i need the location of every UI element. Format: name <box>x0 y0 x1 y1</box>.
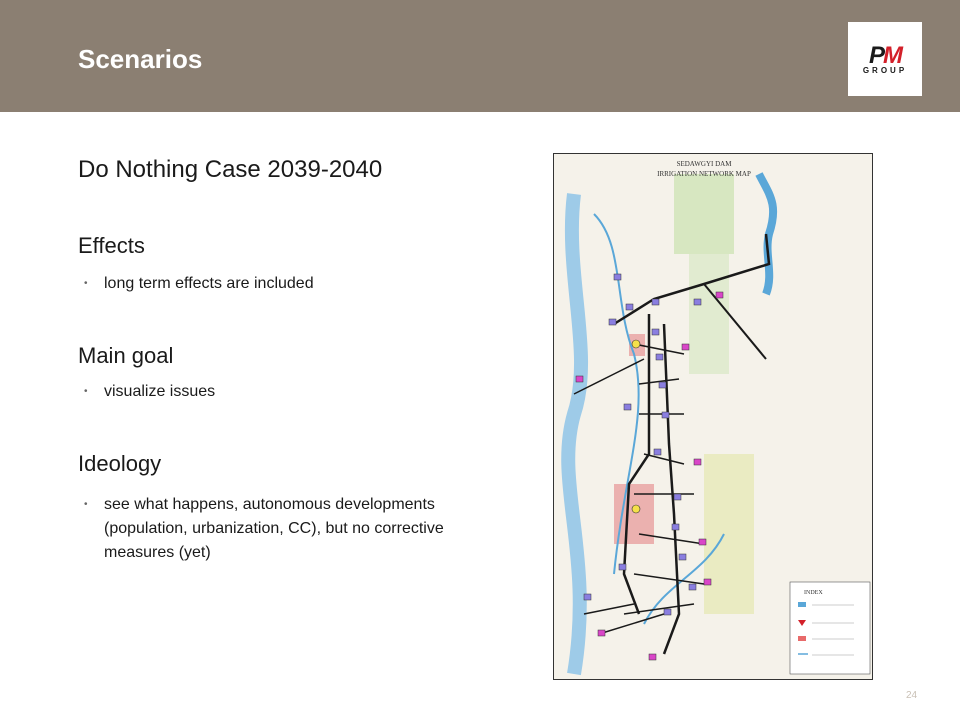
bullet-ideology: • see what happens, autonomous developments (population, urbanization, CC), but no corrective measures (yet) <box>78 493 498 565</box>
section-heading-effects: Effects <box>78 233 145 258</box>
section-heading-main-goal: Main goal <box>78 343 174 368</box>
map-legend-title: INDEX <box>804 590 823 596</box>
bullet-main-goal: • visualize issues <box>78 380 498 404</box>
map-legend <box>790 582 870 674</box>
slide-header <box>0 0 960 112</box>
section-heading-ideology: Ideology <box>78 451 162 476</box>
map-title-line2: IRRIGATION NETWORK MAP <box>657 170 751 178</box>
map-image <box>554 154 872 679</box>
pm-group-logo <box>848 22 922 96</box>
slide-title: Scenarios <box>78 44 203 74</box>
irrigation-network-map <box>553 153 873 680</box>
bullet-effects: • long term effects are included <box>78 272 498 296</box>
logo-mark: PM <box>868 42 901 69</box>
case-title: Do Nothing Case 2039-2040 <box>78 156 383 183</box>
logo-group-text: GROUP <box>862 66 908 75</box>
page-number: 24 <box>906 690 918 701</box>
map-title-line1: SEDAWGYI DAM <box>676 160 732 168</box>
slide-body <box>78 150 538 561</box>
